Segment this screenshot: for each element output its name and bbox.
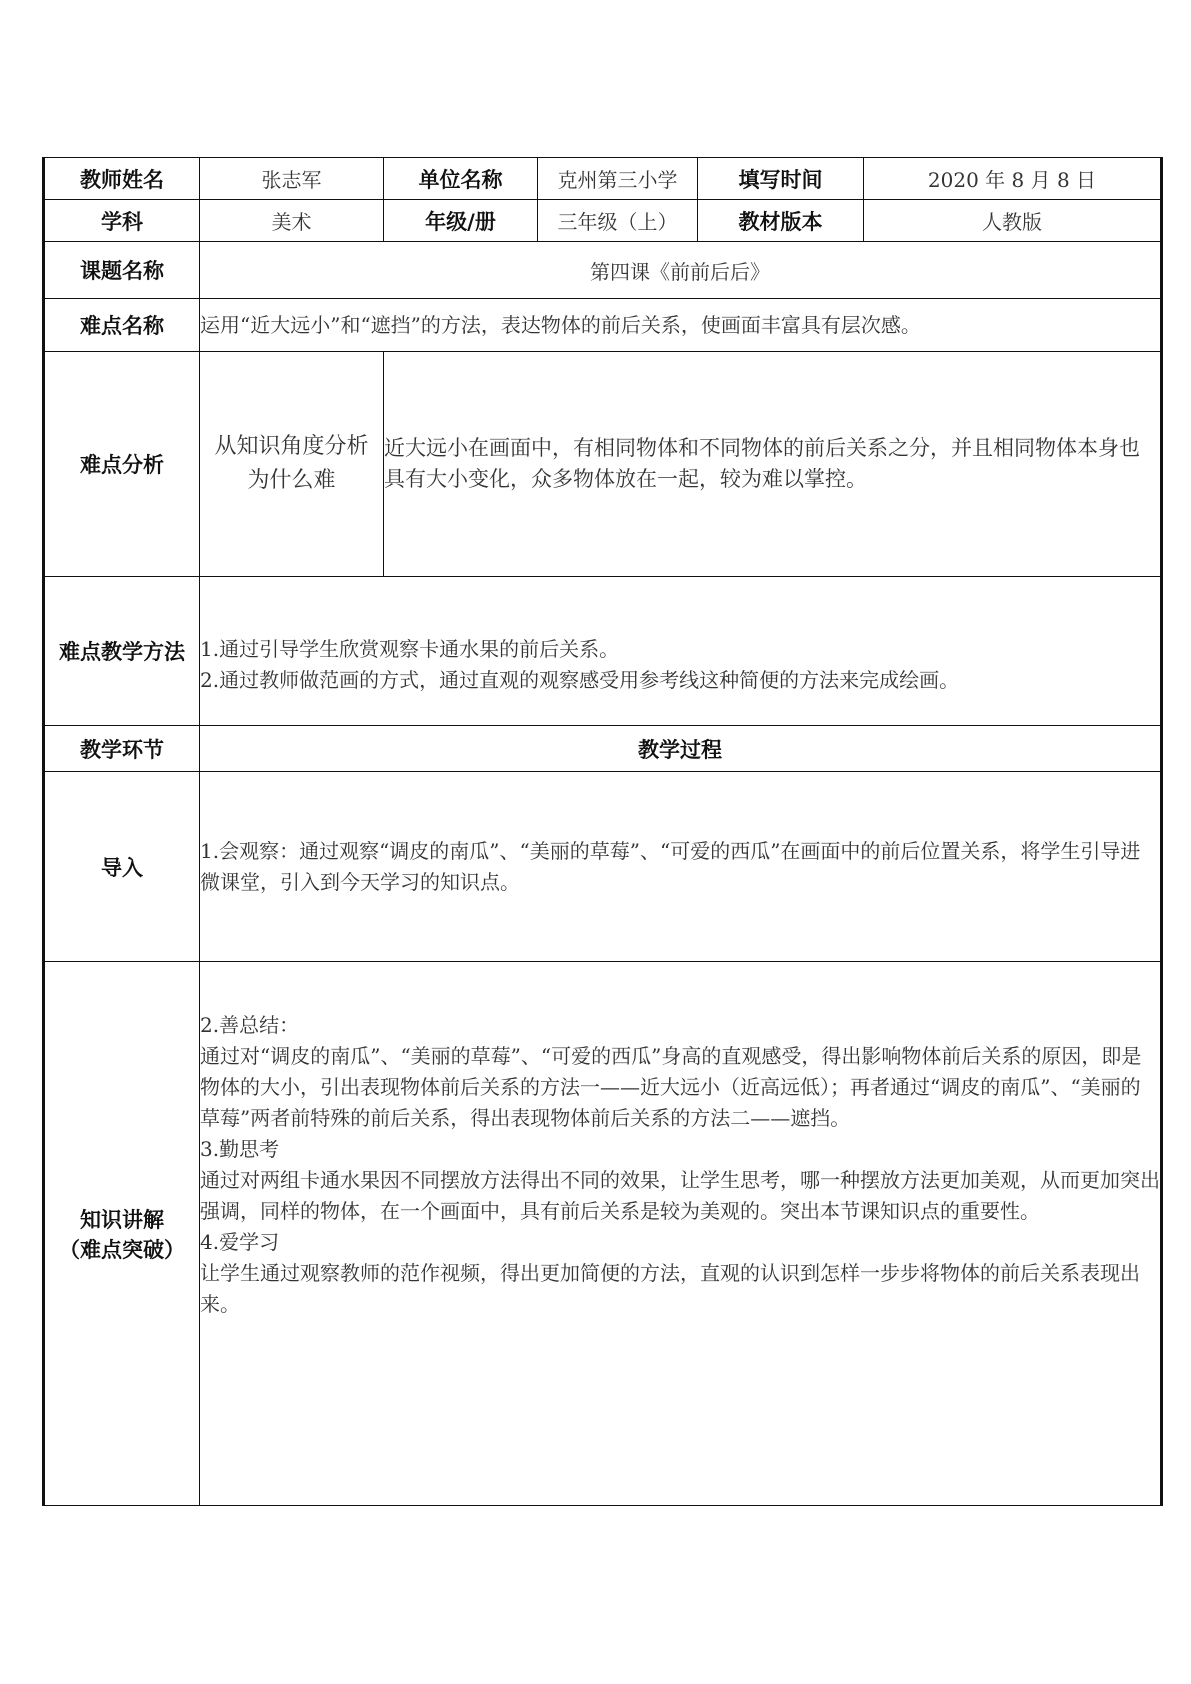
fill-date-label: 填写时间	[698, 158, 864, 200]
unit-name-label: 单位名称	[384, 158, 538, 200]
unit-name-value: 克州第三小学	[538, 158, 698, 200]
knowledge-paragraph: 2.善总结：	[200, 1013, 300, 1037]
methods-row	[44, 577, 1162, 726]
process-header: 教学过程	[200, 726, 1162, 772]
topic-row	[44, 242, 1162, 299]
knowledge-label-line-1: 知识讲解	[80, 1207, 164, 1232]
methods-item-1: 1.通过引导学生欣赏观察卡通水果的前后关系。	[200, 637, 620, 661]
analysis-row	[44, 352, 1162, 577]
methods-label: 难点教学方法	[44, 577, 200, 726]
knowledge-row	[44, 962, 1162, 1506]
intro-row	[44, 772, 1162, 962]
knowledge-paragraph: 通过对“调皮的南瓜”、“美丽的草莓”、“可爱的西瓜”身高的直观感受，得出影响物体前后关系的原因，即是物体的大小，引出表现物体前后关系的方法一——近大远小（近高远低）；再者通过“调皮的南瓜”、“美丽的草莓”两者前特殊的前后关系，得出表现物体前后关系的方法二——遮挡。	[200, 1044, 1142, 1130]
difficulty-label: 难点名称	[44, 299, 200, 352]
analysis-label: 难点分析	[44, 352, 200, 577]
analysis-sub-label-line-1: 从知识角度分析	[214, 434, 369, 459]
analysis-sub-label	[200, 352, 384, 577]
process-header-row	[44, 726, 1162, 772]
teacher-name-value: 张志军	[200, 158, 384, 200]
lesson-plan-table	[42, 157, 1163, 1506]
difficulty-row	[44, 299, 1162, 352]
knowledge-paragraph: 让学生通过观察教师的范作视频，得出更加简便的方法，直观的认识到怎样一步步将物体的前后关系表现出来。	[200, 1261, 1140, 1316]
subject-label: 学科	[44, 200, 200, 242]
teacher-name-label: 教师姓名	[44, 158, 200, 200]
knowledge-value	[200, 962, 1162, 1506]
topic-value: 第四课《前前后后》	[200, 242, 1162, 299]
header-row-2	[44, 200, 1162, 242]
intro-label: 导入	[44, 772, 200, 962]
edition-label: 教材版本	[698, 200, 864, 242]
methods-value	[200, 577, 1162, 726]
edition-value: 人教版	[864, 200, 1162, 242]
difficulty-value: 运用“近大远小”和“遮挡”的方法，表达物体的前后关系，使画面丰富具有层次感。	[200, 299, 1162, 352]
intro-value: 1.会观察：通过观察“调皮的南瓜”、“美丽的草莓”、“可爱的西瓜”在画面中的前后位置关系，将学生引导进微课堂，引入到今天学习的知识点。	[200, 772, 1162, 962]
grade-label: 年级/册	[384, 200, 538, 242]
knowledge-paragraph: 通过对两组卡通水果因不同摆放方法得出不同的效果，让学生思考，哪一种摆放方法更加美观，从而更加突出强调，同样的物体，在一个画面中，具有前后关系是较为美观的。突出本节课知识点的重要性。	[200, 1168, 1160, 1223]
analysis-value: 近大远小在画面中，有相同物体和不同物体的前后关系之分，并且相同物体本身也具有大小变化，众多物体放在一起，较为难以掌控。	[384, 352, 1162, 577]
fill-date-value: 2020 年 8 月 8 日	[864, 158, 1162, 200]
knowledge-paragraph: 4.爱学习	[200, 1230, 280, 1254]
methods-item-2: 2.通过教师做范画的方式，通过直观的观察感受用参考线这种简便的方法来完成绘画。	[200, 668, 960, 692]
knowledge-label-line-2: （难点突破）	[59, 1237, 185, 1262]
knowledge-label	[44, 962, 200, 1506]
grade-value: 三年级（上）	[538, 200, 698, 242]
analysis-sub-label-line-2: 为什么难	[247, 468, 336, 493]
stage-header: 教学环节	[44, 726, 200, 772]
subject-value: 美术	[200, 200, 384, 242]
knowledge-paragraph: 3.勤思考	[200, 1137, 280, 1161]
header-row-1	[44, 158, 1162, 200]
topic-label: 课题名称	[44, 242, 200, 299]
